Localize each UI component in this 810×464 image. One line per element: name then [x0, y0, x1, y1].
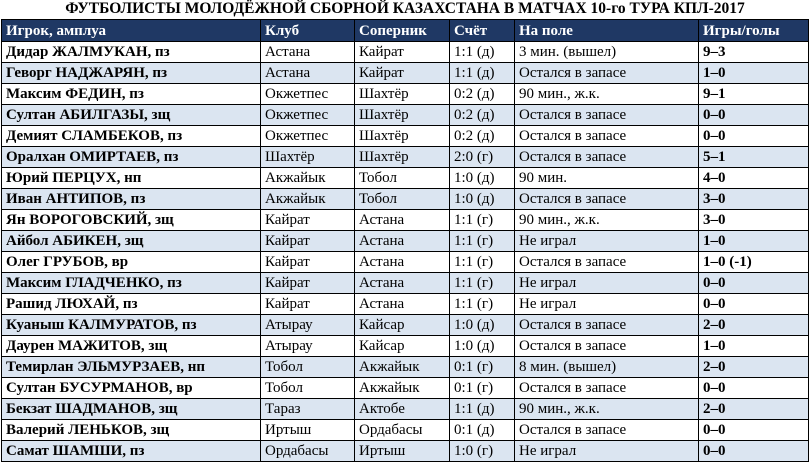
cell-on-field: Остался в запасе: [515, 147, 699, 168]
cell-on-field: Не играл: [515, 441, 699, 462]
column-header-games: Игры/голы: [699, 20, 809, 42]
cell-club: Иртыш: [261, 420, 355, 441]
cell-games: 0–0: [699, 126, 809, 147]
cell-opponent: Шахтёр: [355, 147, 450, 168]
cell-score: 0:2 (д): [450, 84, 515, 105]
cell-games: 0–0: [699, 378, 809, 399]
table-row: [2, 42, 809, 63]
cell-opponent: Тобол: [355, 168, 450, 189]
cell-player: Бекзат ШАДМАНОВ, зщ: [2, 399, 261, 420]
cell-club: Тобол: [261, 357, 355, 378]
cell-player: Ян ВОРОГОВСКИЙ, зщ: [2, 210, 261, 231]
table-row: [2, 336, 809, 357]
cell-games: 1–0 (-1): [699, 252, 809, 273]
cell-player: Геворг НАДЖАРЯН, пз: [2, 63, 261, 84]
table-row: [2, 105, 809, 126]
cell-score: 1:0 (д): [450, 168, 515, 189]
cell-score: 1:0 (д): [450, 189, 515, 210]
cell-player: Айбол АБИКЕН, зщ: [2, 231, 261, 252]
cell-score: 0:1 (г): [450, 357, 515, 378]
cell-opponent: Акжайык: [355, 357, 450, 378]
cell-on-field: Остался в запасе: [515, 378, 699, 399]
page-title: ФУТБОЛИСТЫ МОЛОДЁЖНОЙ СБОРНОЙ КАЗАХСТАНА В МАТЧАХ 10-го ТУРА КПЛ-2017: [65, 0, 745, 17]
cell-player: Валерий ЛЕНЬКОВ, зщ: [2, 420, 261, 441]
cell-on-field: Остался в запасе: [515, 63, 699, 84]
cell-games: 9–3: [699, 42, 809, 63]
column-header-opponent: Соперник: [355, 20, 450, 42]
cell-player: Даурен МАЖИТОВ, зщ: [2, 336, 261, 357]
cell-score: 1:1 (д): [450, 63, 515, 84]
cell-opponent: Шахтёр: [355, 105, 450, 126]
cell-score: 1:1 (д): [450, 399, 515, 420]
cell-games: 0–0: [699, 105, 809, 126]
cell-on-field: 3 мин. (вышел): [515, 42, 699, 63]
cell-opponent: Астана: [355, 273, 450, 294]
cell-player: Рашид ЛЮХАЙ, пз: [2, 294, 261, 315]
cell-club: Астана: [261, 63, 355, 84]
cell-on-field: Не играл: [515, 231, 699, 252]
cell-games: 1–0: [699, 63, 809, 84]
cell-club: Окжетпес: [261, 105, 355, 126]
cell-on-field: Остался в запасе: [515, 336, 699, 357]
cell-club: Окжетпес: [261, 126, 355, 147]
table-row: [2, 189, 809, 210]
cell-opponent: Актобе: [355, 399, 450, 420]
cell-opponent: Ордабасы: [355, 420, 450, 441]
table-row: [2, 84, 809, 105]
cell-player: Юрий ПЕРЦУХ, нп: [2, 168, 261, 189]
cell-on-field: Остался в запасе: [515, 420, 699, 441]
table-row: [2, 441, 809, 462]
cell-games: 3–0: [699, 189, 809, 210]
cell-club: Атырау: [261, 336, 355, 357]
cell-opponent: Акжайык: [355, 378, 450, 399]
cell-opponent: Кайрат: [355, 42, 450, 63]
cell-on-field: 90 мин., ж.к.: [515, 84, 699, 105]
column-header-on-field: На поле: [515, 20, 699, 42]
cell-club: Ордабасы: [261, 441, 355, 462]
cell-opponent: Иртыш: [355, 441, 450, 462]
column-header-player: Игрок, амплуа: [2, 20, 261, 42]
cell-opponent: Кайрат: [355, 63, 450, 84]
table-row: [2, 126, 809, 147]
cell-games: 2–0: [699, 399, 809, 420]
cell-opponent: Астана: [355, 231, 450, 252]
cell-on-field: Остался в запасе: [515, 189, 699, 210]
cell-games: 0–0: [699, 294, 809, 315]
cell-club: Кайрат: [261, 252, 355, 273]
table-row: [2, 168, 809, 189]
cell-games: 2–0: [699, 315, 809, 336]
table-header: [2, 20, 809, 42]
table-row: [2, 420, 809, 441]
cell-opponent: Астана: [355, 210, 450, 231]
cell-score: 0:2 (д): [450, 126, 515, 147]
table-row: [2, 147, 809, 168]
cell-club: Шахтёр: [261, 147, 355, 168]
cell-score: 1:0 (д): [450, 315, 515, 336]
cell-club: Акжайык: [261, 189, 355, 210]
cell-score: 1:1 (г): [450, 231, 515, 252]
cell-club: Астана: [261, 42, 355, 63]
cell-score: 1:1 (г): [450, 294, 515, 315]
table-row: [2, 399, 809, 420]
cell-opponent: Тобол: [355, 189, 450, 210]
cell-on-field: Остался в запасе: [515, 105, 699, 126]
table-row: [2, 231, 809, 252]
table-row: [2, 357, 809, 378]
cell-club: Кайрат: [261, 273, 355, 294]
cell-opponent: Кайсар: [355, 336, 450, 357]
cell-on-field: 8 мин. (вышел): [515, 357, 699, 378]
cell-games: 5–1: [699, 147, 809, 168]
cell-on-field: 90 мин., ж.к.: [515, 399, 699, 420]
cell-club: Кайрат: [261, 294, 355, 315]
header-row: [2, 20, 809, 42]
cell-games: 1–0: [699, 336, 809, 357]
cell-opponent: Шахтёр: [355, 126, 450, 147]
cell-on-field: Не играл: [515, 273, 699, 294]
cell-club: Акжайык: [261, 168, 355, 189]
cell-on-field: Остался в запасе: [515, 315, 699, 336]
stats-table: [1, 19, 809, 462]
cell-games: 2–0: [699, 357, 809, 378]
cell-on-field: Не играл: [515, 294, 699, 315]
cell-games: 0–0: [699, 420, 809, 441]
cell-games: 4–0: [699, 168, 809, 189]
cell-club: Кайрат: [261, 231, 355, 252]
table-row: [2, 294, 809, 315]
cell-on-field: 90 мин.: [515, 168, 699, 189]
cell-on-field: 90 мин., ж.к.: [515, 210, 699, 231]
cell-club: Тараз: [261, 399, 355, 420]
table-row: [2, 315, 809, 336]
table-row: [2, 210, 809, 231]
cell-games: 0–0: [699, 441, 809, 462]
table-row: [2, 378, 809, 399]
cell-score: 1:1 (г): [450, 252, 515, 273]
cell-player: Максим ГЛАДЧЕНКО, пз: [2, 273, 261, 294]
table-row: [2, 252, 809, 273]
cell-club: Кайрат: [261, 210, 355, 231]
cell-games: 3–0: [699, 210, 809, 231]
cell-player: Олег ГРУБОВ, вр: [2, 252, 261, 273]
cell-player: Дидар ЖАЛМУКАН, пз: [2, 42, 261, 63]
cell-score: 1:0 (г): [450, 441, 515, 462]
cell-player: Темирлан ЭЛЬМУРЗАЕВ, нп: [2, 357, 261, 378]
cell-games: 1–0: [699, 231, 809, 252]
cell-score: 1:1 (д): [450, 42, 515, 63]
cell-player: Самат ШАМШИ, пз: [2, 441, 261, 462]
cell-score: 1:1 (г): [450, 273, 515, 294]
table-row: [2, 63, 809, 84]
cell-score: 1:1 (г): [450, 210, 515, 231]
cell-opponent: Кайсар: [355, 315, 450, 336]
column-header-club: Клуб: [261, 20, 355, 42]
table-row: [2, 273, 809, 294]
cell-player: Максим ФЕДИН, пз: [2, 84, 261, 105]
cell-club: Окжетпес: [261, 84, 355, 105]
cell-games: 9–1: [699, 84, 809, 105]
cell-opponent: Шахтёр: [355, 84, 450, 105]
cell-player: Султан АБИЛГАЗЫ, зщ: [2, 105, 261, 126]
cell-on-field: Остался в запасе: [515, 252, 699, 273]
cell-player: Иван АНТИПОВ, пз: [2, 189, 261, 210]
cell-score: 0:1 (г): [450, 378, 515, 399]
cell-club: Атырау: [261, 315, 355, 336]
cell-score: 0:2 (д): [450, 105, 515, 126]
cell-opponent: Астана: [355, 294, 450, 315]
cell-player: Куаныш КАЛМУРАТОВ, пз: [2, 315, 261, 336]
cell-opponent: Астана: [355, 252, 450, 273]
cell-player: Демият СЛАМБЕКОВ, пз: [2, 126, 261, 147]
cell-on-field: Остался в запасе: [515, 126, 699, 147]
cell-games: 0–0: [699, 273, 809, 294]
cell-club: Тобол: [261, 378, 355, 399]
cell-score: 1:0 (д): [450, 336, 515, 357]
column-header-score: Счёт: [450, 20, 515, 42]
cell-score: 0:1 (д): [450, 420, 515, 441]
cell-player: Оралхан ОМИРТАЕВ, пз: [2, 147, 261, 168]
cell-player: Султан БУСУРМАНОВ, вр: [2, 378, 261, 399]
cell-score: 2:0 (г): [450, 147, 515, 168]
table-body: [2, 42, 809, 462]
